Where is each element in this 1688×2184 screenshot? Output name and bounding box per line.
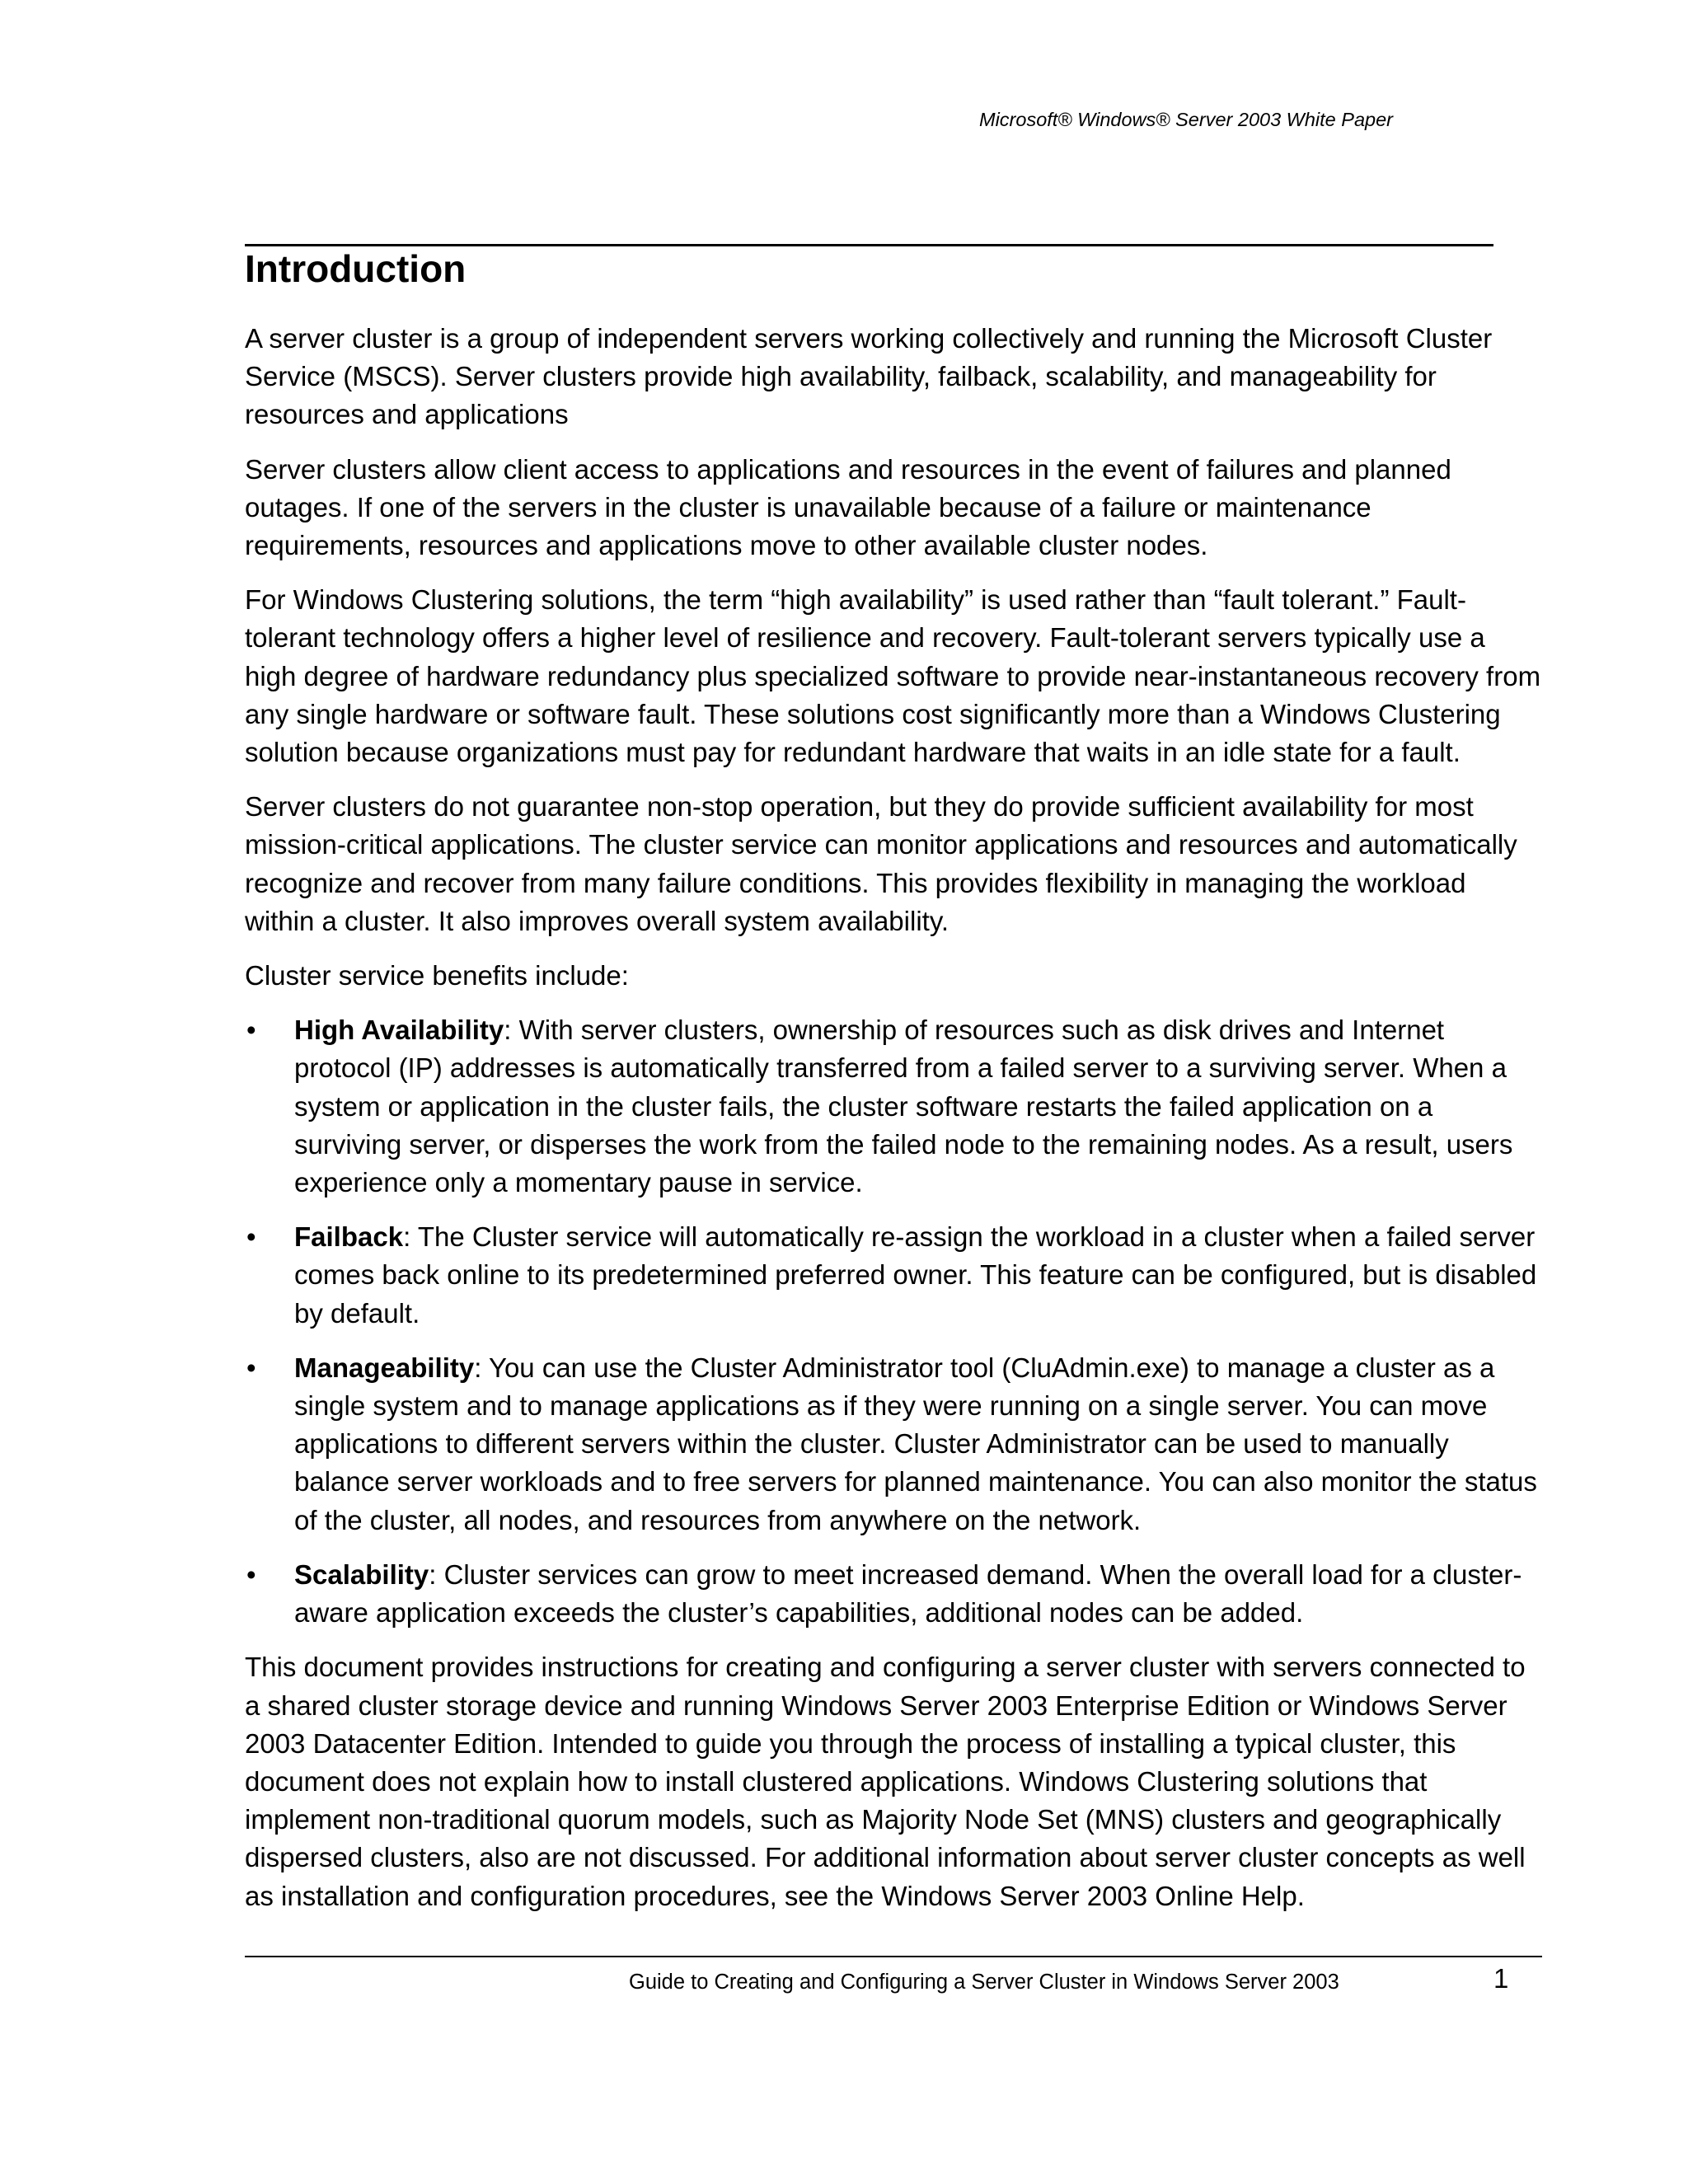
benefit-term: High Availability bbox=[294, 1015, 504, 1046]
section-heading: Introduction bbox=[245, 247, 467, 290]
benefit-term: Manageability bbox=[294, 1352, 475, 1383]
bullet-icon: • bbox=[246, 1015, 256, 1046]
closing-paragraph: This document provides instructions for creating and configuring a server cluster with servers connected to a shared cluster storage device and running Windows Server 2003 Enterprise Edition or Windows Server 2003 Datacenter Edition. Intended to guide you through the process of installing a typical cluster, this document does not explain how to install clustered applications. Windows Clustering solutions that implement non-traditional quorum models, such as Majority Node Set (MNS) clusters and geographically dispersed clusters, also are not discussed. For additional information about server cluster concepts as well as installation and configuration procedures, see the Windows Server 2003 Online Help. bbox=[245, 1652, 1526, 1911]
benefit-description: : Cluster services can grow to meet increased demand. When the overall load for a cluster-aware application exceeds the cluster’s capabilities, additional nodes can be added. bbox=[294, 1558, 1522, 1629]
benefits-list bbox=[245, 1011, 1542, 1632]
list-item bbox=[245, 1556, 1542, 1632]
footer-title: Guide to Creating and Configuring a Server Cluster in Windows Server 2003 bbox=[629, 1971, 1339, 1994]
list-item bbox=[245, 1011, 1542, 1202]
bullet-icon: • bbox=[246, 1558, 256, 1590]
bullet-icon: • bbox=[246, 1352, 256, 1383]
benefit-description: : With server clusters, ownership of resources such as disk drives and Internet protocol (IP) addresses is automatically transferred from a failed server to a surviving server. When a system or application in the cluster fails, the cluster software restarts the failed application on a surviving server, or disperses the work from the failed node to the remaining nodes. As a result, users experience only a momentary pause in service. bbox=[294, 1015, 1513, 1198]
footer-divider bbox=[245, 1956, 1542, 1957]
bullet-icon: • bbox=[246, 1221, 256, 1253]
list-intro: Cluster service benefits include: bbox=[245, 960, 629, 991]
intro-paragraph: For Windows Clustering solutions, the term “high availability” is used rather than “fault tolerant.” Fault-tolerant technology offers a higher level of resilience and recovery. Fault-tolerant servers typically use a high degree of hardware redundancy plus specialized software to provide near-instantaneous recovery from any single hardware or software fault. These solutions cost significantly more than a Windows Clustering solution because organizations must pay for redundant hardware that waits in an idle state for a fault. bbox=[245, 584, 1541, 768]
running-header: Microsoft® Windows® Server 2003 White Paper bbox=[979, 109, 1393, 130]
benefit-description: : The Cluster service will automatically re-assign the workload in a cluster when a failed server comes back online to its predetermined preferred owner. This feature can be configured, but is disabled by default. bbox=[294, 1221, 1537, 1329]
benefit-description: : You can use the Cluster Administrator tool (CluAdmin.exe) to manage a cluster as a single system and to manage applications as if they were running on a single server. You can move applications to different servers within the cluster. Cluster Administrator can be used to manually balance server workloads and to free servers for planned maintenance. You can also monitor the status of the cluster, all nodes, and resources from anywhere on the network. bbox=[294, 1352, 1537, 1535]
benefit-term: Failback bbox=[294, 1221, 404, 1253]
intro-paragraph: Server clusters allow client access to applications and resources in the event of failures and planned outages. If one of the servers in the cluster is unavailable because of a failure or maintenance requirements, resources and applications move to other available cluster nodes. bbox=[245, 453, 1451, 561]
body-text bbox=[245, 320, 1542, 1932]
page-number: 1 bbox=[1493, 1963, 1509, 1994]
intro-paragraph: Server clusters do not guarantee non-stop operation, but they do provide sufficient availability for most mission-critical applications. The cluster service can monitor applications and resources and automatically recognize and recover from many failure conditions. This provides flexibility in managing the workload within a cluster. It also improves overall system availability. bbox=[245, 791, 1517, 936]
benefit-term: Scalability bbox=[294, 1558, 429, 1590]
intro-paragraph: A server cluster is a group of independent servers working collectively and running the Microsoft Cluster Service (MSCS). Server clusters provide high availability, failback, scalability, and manageability for resources and applications bbox=[245, 323, 1493, 430]
list-item bbox=[245, 1349, 1542, 1540]
list-item bbox=[245, 1218, 1542, 1333]
